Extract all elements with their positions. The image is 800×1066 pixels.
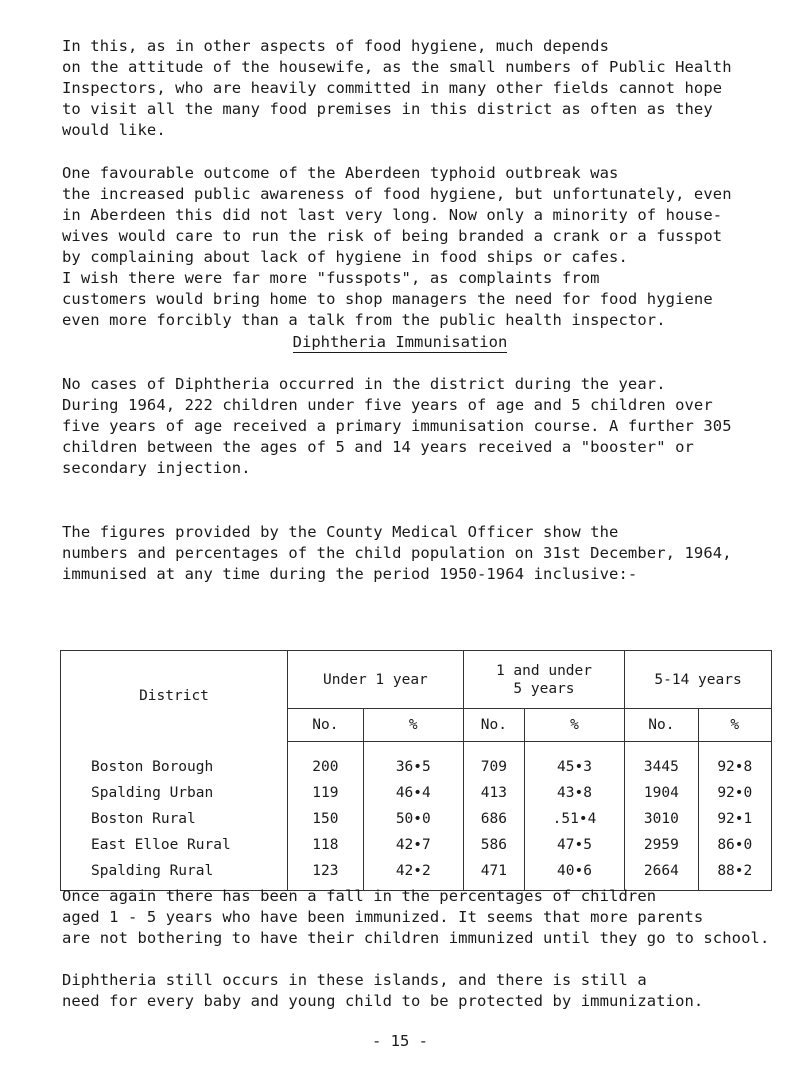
cell-value: 586 bbox=[463, 832, 524, 858]
cell-value: 42•2 bbox=[363, 858, 463, 891]
cell-value: 46•4 bbox=[363, 780, 463, 806]
paragraph-aberdeen-outbreak: One favourable outcome of the Aberdeen typhoid outbreak was the increased public awareness of food hygiene, but unfortunately, even in Aberdeen this did not last very long. Now only a minority of house- wives would care to run the risk of being branded a crank or a fusspot by complaining about lack of hygiene in food ships or cafes. bbox=[62, 164, 732, 266]
cell-value: 47•5 bbox=[524, 832, 624, 858]
subheader-pct: % bbox=[524, 709, 624, 742]
subheader-pct: % bbox=[698, 709, 771, 742]
cell-value: 3445 bbox=[625, 742, 698, 781]
page-number: - 15 - bbox=[372, 1032, 428, 1050]
cell-value: 118 bbox=[288, 832, 364, 858]
heading-text: Diphtheria Immunisation bbox=[292, 333, 508, 351]
cell-district: Boston Rural bbox=[61, 806, 288, 832]
table-row bbox=[61, 742, 772, 781]
header-1-to-5-years: 1 and under 5 years bbox=[463, 651, 624, 709]
subheader-no: No. bbox=[625, 709, 698, 742]
cell-value: 413 bbox=[463, 780, 524, 806]
cell-value: 686 bbox=[463, 806, 524, 832]
cell-value: .51•4 bbox=[524, 806, 624, 832]
cell-district: Boston Borough bbox=[61, 742, 288, 781]
cell-value: 86•0 bbox=[698, 832, 771, 858]
cell-value: 123 bbox=[288, 858, 364, 891]
cell-value: 200 bbox=[288, 742, 364, 781]
cell-value: 92•8 bbox=[698, 742, 771, 781]
table-row bbox=[61, 832, 772, 858]
paragraph-falling-percentages: Once again there has been a fall in the percentages of children aged 1 - 5 years who have been immunized. It seems that more parents are not bothering to have their children immunized until they go to school. bbox=[62, 887, 770, 947]
cell-value: 43•8 bbox=[524, 780, 624, 806]
cell-value: 92•0 bbox=[698, 780, 771, 806]
immunisation-table bbox=[60, 650, 772, 891]
cell-value: 2959 bbox=[625, 832, 698, 858]
header-district: District bbox=[61, 651, 288, 742]
cell-value: 36•5 bbox=[363, 742, 463, 781]
cell-value: 45•3 bbox=[524, 742, 624, 781]
cell-district: Spalding Rural bbox=[61, 858, 288, 891]
cell-value: 150 bbox=[288, 806, 364, 832]
cell-district: Spalding Urban bbox=[61, 780, 288, 806]
subheader-no: No. bbox=[463, 709, 524, 742]
cell-value: 2664 bbox=[625, 858, 698, 891]
cell-district: East Elloe Rural bbox=[61, 832, 288, 858]
cell-value: 42•7 bbox=[363, 832, 463, 858]
cell-value: 471 bbox=[463, 858, 524, 891]
cell-value: 3010 bbox=[625, 806, 698, 832]
cell-value: 709 bbox=[463, 742, 524, 781]
paragraph-fusspots: I wish there were far more "fusspots", as complaints from customers would bring home to shop managers the need for food hygiene even more forcibly than a talk from the public health inspector. bbox=[62, 269, 713, 329]
table-row bbox=[61, 780, 772, 806]
section-heading bbox=[0, 333, 800, 351]
subheader-no: No. bbox=[288, 709, 364, 742]
subheader-pct: % bbox=[363, 709, 463, 742]
table-row bbox=[61, 806, 772, 832]
cell-value: 40•6 bbox=[524, 858, 624, 891]
paragraph-diphtheria-cases: No cases of Diphtheria occurred in the district during the year. During 1964, 222 children under five years of age and 5 children over five years of age received a primary immunisation course. A further 305 children between the ages of 5 and 14 years received a "booster" or secondary injection. bbox=[62, 375, 732, 477]
cell-value: 1904 bbox=[625, 780, 698, 806]
header-under-1-year: Under 1 year bbox=[288, 651, 464, 709]
cell-value: 88•2 bbox=[698, 858, 771, 891]
paragraph-food-hygiene: In this, as in other aspects of food hygiene, much depends on the attitude of the housewife, as the small numbers of Public Health Inspectors, who are heavily committed in many other fields cannot hope to visit all the many food premises in this district as often as they would like. bbox=[62, 37, 732, 139]
cell-value: 92•1 bbox=[698, 806, 771, 832]
header-5-to-14-years: 5-14 years bbox=[625, 651, 772, 709]
cell-value: 50•0 bbox=[363, 806, 463, 832]
paragraph-still-occurs: Diphtheria still occurs in these islands, and there is still a need for every baby and young child to be protected by immunization. bbox=[62, 971, 704, 1010]
paragraph-county-figures: The figures provided by the County Medical Officer show the numbers and percentages of the child population on 31st December, 1964, immunised at any time during the period 1950-1964 inclusive:- bbox=[62, 523, 732, 583]
cell-value: 119 bbox=[288, 780, 364, 806]
